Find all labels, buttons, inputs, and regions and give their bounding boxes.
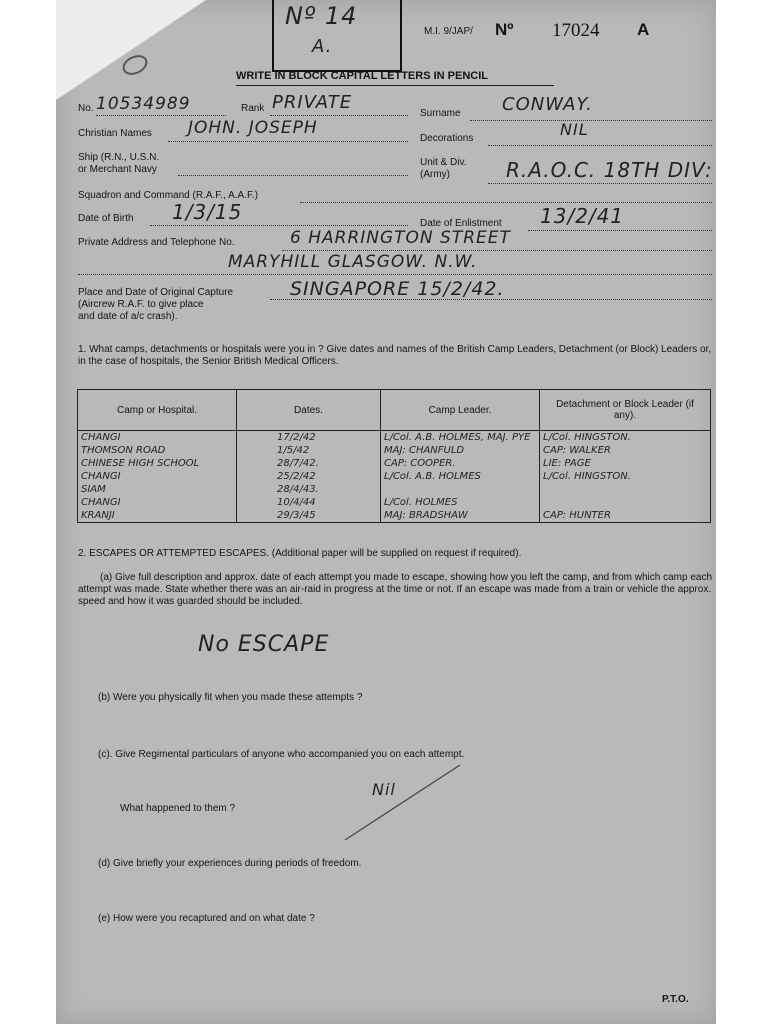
form-suffix: A xyxy=(637,20,650,39)
header-detachment-leader: Detachment or Block Leader (if any). xyxy=(540,390,711,431)
surname-label: Surname xyxy=(420,108,461,119)
dates-cell: 17/2/42 xyxy=(237,431,381,445)
question-2c-followup: What happened to them ? xyxy=(120,803,236,814)
surname-value: CONWAY. xyxy=(502,94,593,115)
box-number: Nº 14 xyxy=(285,2,358,30)
section-2-title: 2. ESCAPES OR ATTEMPTED ESCAPES. (Additional paper will be supplied on request if required). xyxy=(78,548,522,559)
leader-cell: L/Col. A.B. HOLMES, MAJ. PYE xyxy=(381,431,540,445)
section-1-question: 1. What camps, detachments or hospitals were you in ? Give dates and names of the British Camp Leaders, Detachment (or Block) Leaders or, in the case of hospitals, the Senior British Medical Officers. xyxy=(78,344,712,367)
table-row xyxy=(78,444,711,457)
detachment-cell: LIE: PAGE xyxy=(540,457,711,470)
dates-cell: 28/4/43. xyxy=(237,483,381,496)
camp-cell: KRANJI xyxy=(78,509,237,523)
question-2c: (c). Give Regimental particulars of anyone who accompanied you on each attempt. xyxy=(98,749,465,760)
ship-label-2: or Merchant Navy xyxy=(78,164,157,175)
enlistment-label: Date of Enlistment xyxy=(420,218,502,229)
table-row xyxy=(78,431,711,445)
dob-value: 1/3/15 xyxy=(172,200,243,224)
capture-label-2: (Aircrew R.A.F. to give place xyxy=(78,299,204,310)
table-row xyxy=(78,470,711,483)
capture-label-3: and date of a/c crash). xyxy=(78,311,178,322)
christian-names-value: JOHN. JOSEPH xyxy=(188,118,318,138)
ship-label: Ship (R.N., U.S.N. xyxy=(78,152,160,163)
table-row xyxy=(78,483,711,496)
header-camp: Camp or Hospital. xyxy=(78,390,237,431)
detachment-cell: L/Col. HINGSTON. xyxy=(540,431,711,445)
camp-cell: CHANGI xyxy=(78,431,237,445)
dates-cell: 10/4/44 xyxy=(237,496,381,509)
answer-2c: Nil xyxy=(372,780,396,799)
decorations-value: NIL xyxy=(560,120,589,139)
capture-value: SINGAPORE 15/2/42. xyxy=(290,278,505,300)
christian-names-label: Christian Names xyxy=(78,128,152,139)
unit-label-2: (Army) xyxy=(420,169,450,180)
unit-label: Unit & Div. xyxy=(420,157,467,168)
detachment-cell: CAP: HUNTER xyxy=(540,509,711,523)
table-row xyxy=(78,457,711,470)
squadron-label: Squadron and Command (R.A.F., A.A.F.) xyxy=(78,190,259,201)
answer-2a: No ESCAPE xyxy=(198,632,330,657)
no-label: No. xyxy=(78,103,94,114)
form-number: 17024 xyxy=(552,20,600,41)
capture-label: Place and Date of Original Capture xyxy=(78,287,234,298)
leader-cell: MAJ: BRADSHAW xyxy=(381,509,540,523)
detachment-cell: CAP: WALKER xyxy=(540,444,711,457)
instruction-heading: WRITE IN BLOCK CAPITAL LETTERS IN PENCIL xyxy=(236,70,488,82)
dob-label: Date of Birth xyxy=(78,213,134,224)
box-letter: A. xyxy=(312,36,333,57)
dates-cell: 28/7/42. xyxy=(237,457,381,470)
question-2e: (e) How were you recaptured and on what date ? xyxy=(98,913,315,924)
table-row xyxy=(78,496,711,509)
decorations-label: Decorations xyxy=(420,133,474,144)
number-label: Nº xyxy=(495,20,514,39)
header-dates: Dates. xyxy=(237,390,381,431)
enlistment-value: 13/2/41 xyxy=(540,204,625,228)
question-2b: (b) Were you physically fit when you made these attempts ? xyxy=(98,692,363,703)
address-line-2: MARYHILL GLASGOW. N.W. xyxy=(228,252,478,272)
question-2a: (a) Give full description and approx. date of each attempt you made to escape, showing how you left the camp, and from which camp each attempt was made. State whether there was an air-raid in progress at the time or not. If an escape was made from a train or vehicle the approx. speed and how it was guarded should be included. xyxy=(78,572,713,607)
camp-cell: CHANGI xyxy=(78,496,237,509)
rank-value: PRIVATE xyxy=(272,92,353,113)
header-camp-leader: Camp Leader. xyxy=(381,390,540,431)
detachment-cell xyxy=(540,483,711,496)
unit-value: R.A.O.C. 18TH DIV: xyxy=(506,158,713,182)
please-turn-over: P.T.O. xyxy=(662,994,689,1005)
dates-cell: 29/3/45 xyxy=(237,509,381,523)
detachment-cell: L/Col. HINGSTON. xyxy=(540,470,711,483)
detachment-cell xyxy=(540,496,711,509)
rank-label: Rank xyxy=(241,103,265,114)
leader-cell xyxy=(381,483,540,496)
leader-cell: MAJ: CHANFULD xyxy=(381,444,540,457)
camp-cell: CHANGI xyxy=(78,470,237,483)
address-line-1: 6 HARRINGTON STREET xyxy=(290,228,511,248)
pencil-stroke xyxy=(330,760,470,850)
camps-table xyxy=(77,389,711,523)
instruction-underline xyxy=(236,85,554,86)
service-number: 10534989 xyxy=(96,94,191,114)
leader-cell: L/Col. HOLMES xyxy=(381,496,540,509)
leader-cell: L/Col. A.B. HOLMES xyxy=(381,470,540,483)
leader-cell: CAP: COOPER. xyxy=(381,457,540,470)
camp-cell: THOMSON ROAD xyxy=(78,444,237,457)
camp-cell: CHINESE HIGH SCHOOL xyxy=(78,457,237,470)
table-row xyxy=(78,509,711,523)
camp-cell: SIAM xyxy=(78,483,237,496)
address-label: Private Address and Telephone No. xyxy=(78,237,235,248)
dates-cell: 25/2/42 xyxy=(237,470,381,483)
dates-cell: 1/5/42 xyxy=(237,444,381,457)
form-reference: M.I. 9/JAP/ xyxy=(424,26,473,37)
question-2d: (d) Give briefly your experiences during periods of freedom. xyxy=(98,858,362,869)
